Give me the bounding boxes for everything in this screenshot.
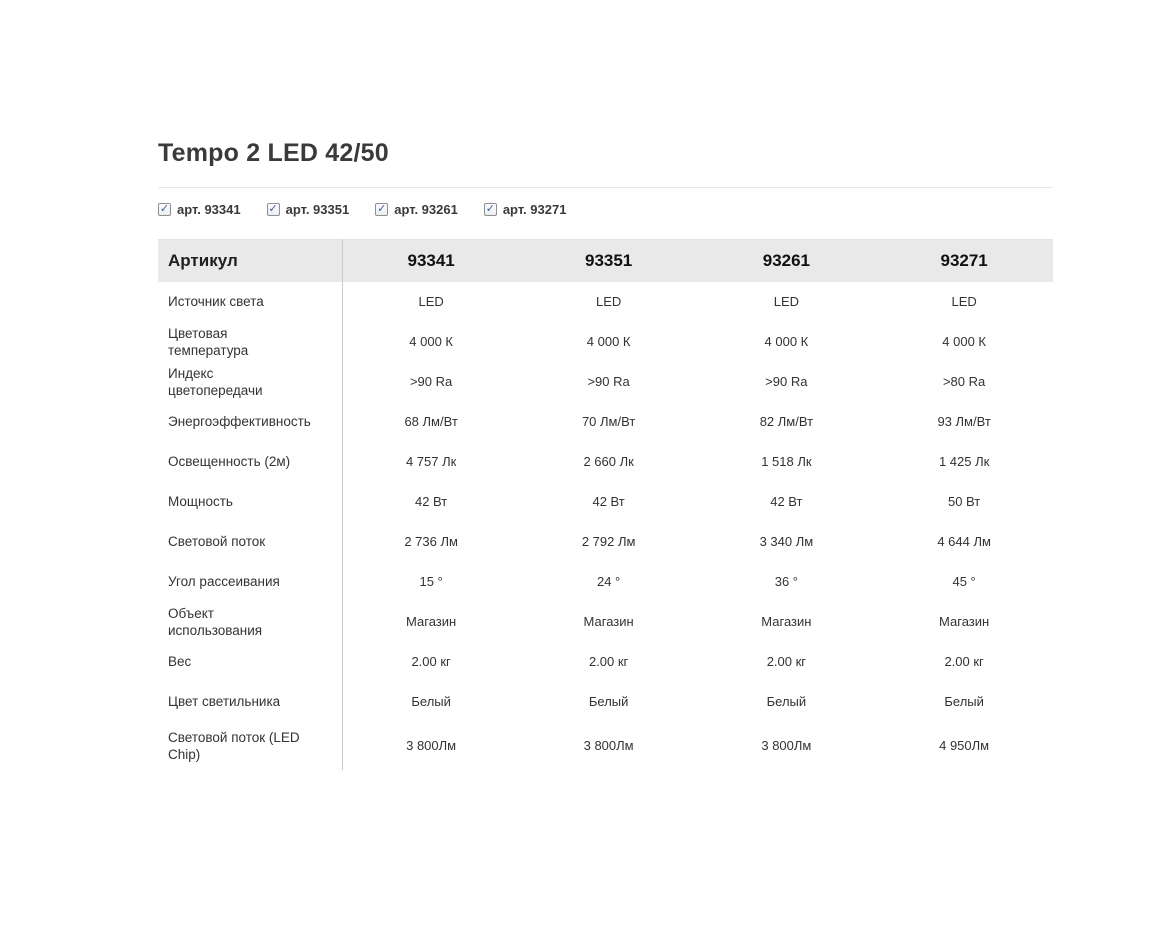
row-value: 4 757 Лк [342,442,520,482]
row-value: 2.00 кг [944,654,984,669]
product-comparison-section [158,138,1053,770]
row-value: Белый [588,694,629,709]
table-row [158,402,1053,442]
row-value: 4 000 К [942,334,986,349]
row-label: Световой поток [168,534,266,549]
filter-label: арт. 93261 [394,201,458,217]
checkbox-icon[interactable]: ✓ [377,202,387,215]
row-value: LED [342,282,520,322]
row-value: Белый [342,682,520,722]
row-value: 93 Лм/Вт [937,414,991,429]
row-value: >90 Ra [765,374,808,389]
row-value: 42 Вт [592,494,625,509]
table-row [158,522,1053,562]
row-value: 4 644 Лм [937,534,991,549]
row-value: 3 800Лм [342,722,520,770]
row-label: Световой поток (LED Chip) [168,729,300,762]
table-row [158,722,1053,770]
row-value: 3 800Лм [761,738,812,753]
row-value: 2 736 Лм [342,522,520,562]
article-filter-93351[interactable] [267,202,350,217]
page-title: Tempo 2 LED 42/50 [158,139,389,167]
row-value: 4 950Лм [939,738,990,753]
row-value: Белый [944,694,984,709]
row-value: 3 340 Лм [759,534,814,549]
row-value: 24 ° [596,574,621,589]
table-row [158,282,1053,322]
table-header-row [158,240,1053,282]
row-label: Вес [168,654,192,669]
filter-label: арт. 93271 [502,201,567,217]
row-value: 15 ° [342,562,520,602]
row-value: >90 Ra [342,362,520,402]
row-label: Индекс цветопередачи [168,365,263,398]
row-value: Магазин [761,614,812,629]
divider-line [158,187,1053,188]
spec-table [158,239,1053,770]
row-value: 4 000 К [342,322,520,362]
row-value: 2.00 кг [766,654,807,669]
filter-label: арт. 93341 [177,201,241,217]
row-value: 1 425 Лк [938,454,990,469]
row-value: 2 660 Лк [583,454,634,469]
table-row [158,442,1053,482]
row-label: Мощность [168,494,233,509]
table-header-column-93271: 93271 [875,240,1053,282]
row-label: Цвет светильника [168,694,281,709]
table-row [158,602,1053,642]
row-value: 2.00 кг [588,654,629,669]
article-filters [158,201,1053,217]
table-row [158,362,1053,402]
article-filter-93261[interactable] [375,202,458,217]
row-label: Цветовая температура [168,325,249,358]
row-value: 82 Лм/Вт [759,414,814,429]
row-label: Угол рассеивания [168,574,280,589]
table-row [158,642,1053,682]
row-value: 4 000 К [586,334,631,349]
table-row [158,482,1053,522]
row-value: 36 ° [774,574,799,589]
row-value: Магазин [342,602,520,642]
table-row [158,322,1053,362]
row-value: Магазин [939,614,990,629]
row-value: 2.00 кг [342,642,520,682]
row-value: 1 518 Лк [761,454,812,469]
row-value: >90 Ra [587,374,630,389]
row-value: >80 Ra [942,374,986,389]
table-header-artikul: Артикул [158,240,342,282]
row-value: 42 Вт [770,494,803,509]
checkbox-icon[interactable]: ✓ [159,202,170,215]
row-label: Энергоэффективность [168,414,311,429]
article-filter-93341[interactable] [158,202,241,217]
table-header-column-93341: 93341 [342,240,520,282]
row-value: 4 000 К [764,334,809,349]
article-filter-93271[interactable] [484,202,567,217]
row-value: 70 Лм/Вт [581,414,636,429]
row-value: LED [773,294,800,309]
row-value: 50 Вт [947,494,981,509]
row-value: Магазин [583,614,634,629]
row-label: Освещенность (2м) [168,454,291,469]
row-value: 2 792 Лм [581,534,636,549]
row-value: LED [595,294,622,309]
table-header-column-93261: 93261 [698,240,876,282]
spec-table-body [158,282,1053,770]
row-label: Источник света [168,294,264,309]
table-header-column-93351: 93351 [520,240,698,282]
checkbox-icon[interactable]: ✓ [268,202,278,215]
row-label: Объект использования [168,605,263,638]
checkbox-icon[interactable]: ✓ [485,202,495,215]
filter-label: арт. 93351 [285,201,350,217]
row-value: 3 800Лм [583,738,634,753]
table-row [158,562,1053,602]
spec-table-header [158,240,1053,282]
row-value: 45 ° [952,574,976,589]
row-value: Белый [766,694,807,709]
row-value: LED [951,294,977,309]
row-value: 42 Вт [342,482,520,522]
table-row [158,682,1053,722]
row-value: 68 Лм/Вт [342,402,520,442]
